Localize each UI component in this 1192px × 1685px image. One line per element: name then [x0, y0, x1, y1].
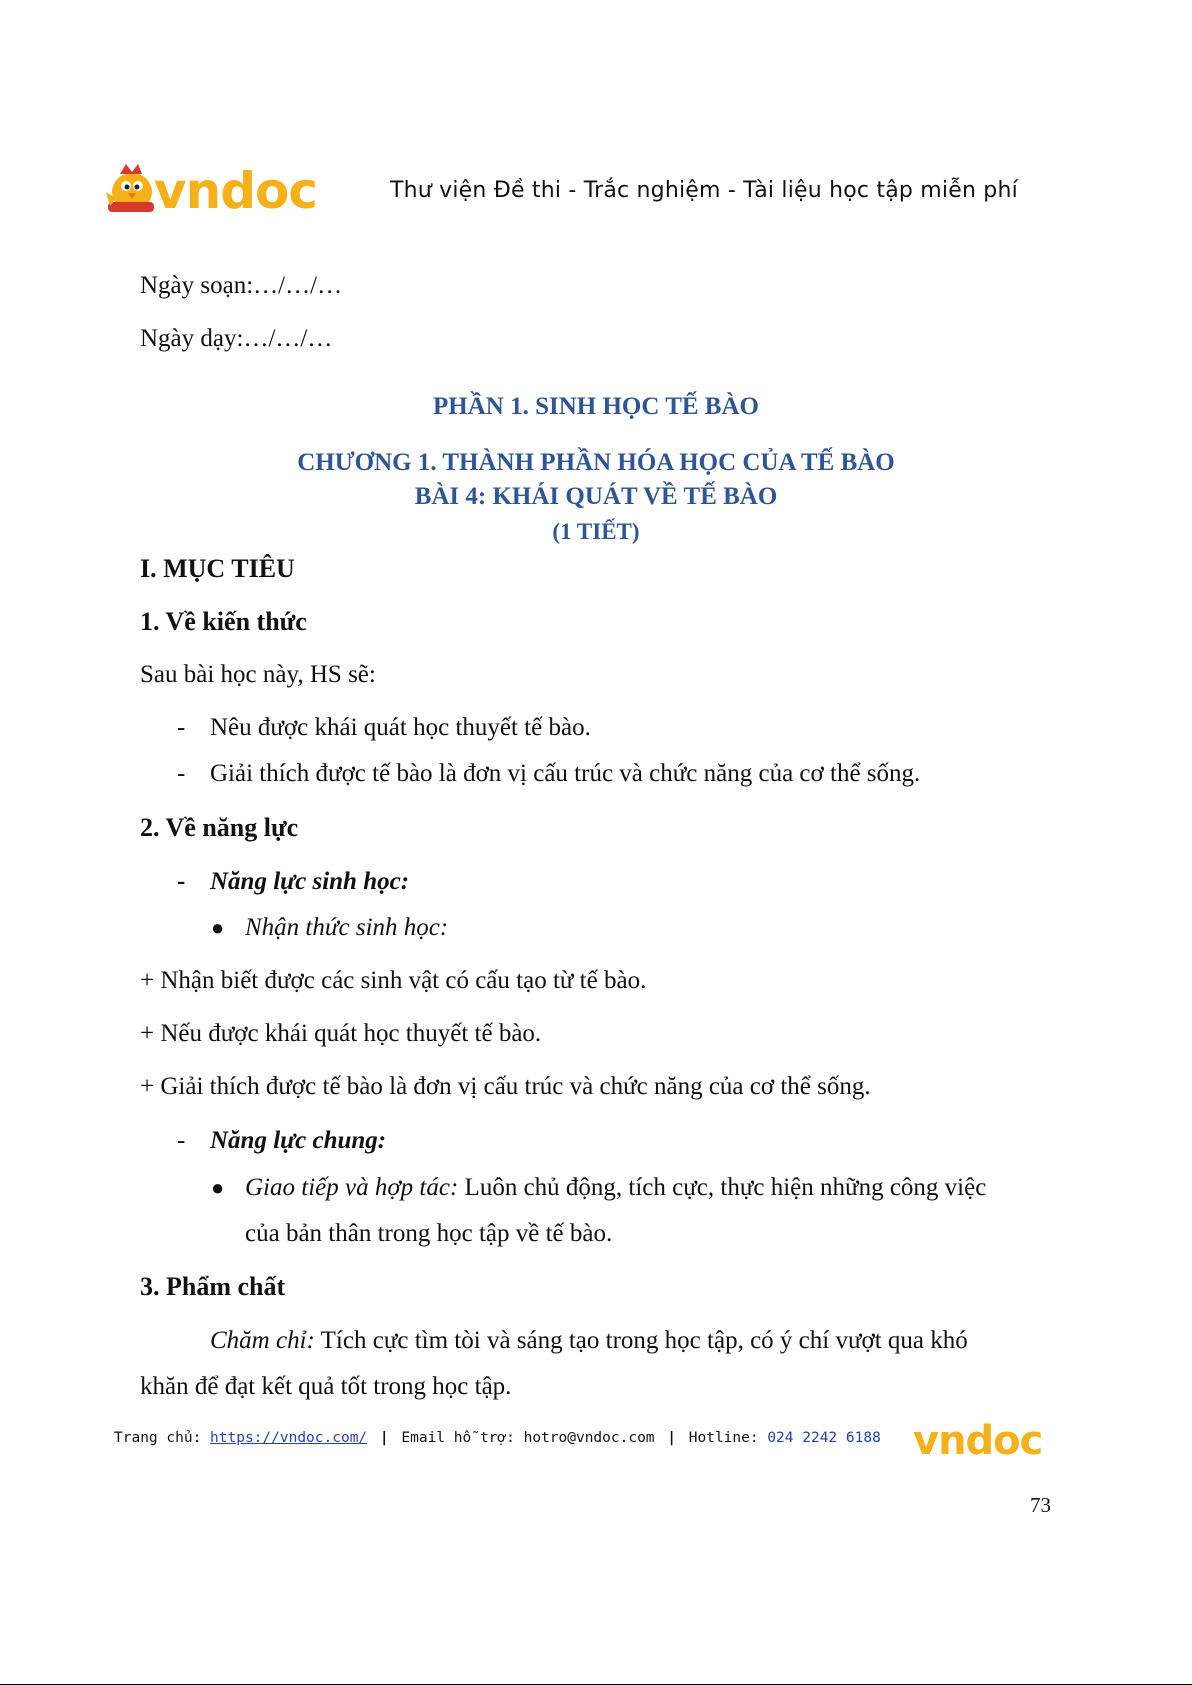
home-label: Trang chủ: — [114, 1430, 211, 1446]
teach-date: Ngày dạy:…/…/… — [140, 325, 333, 352]
bio-item: + Nếu được khái quát học thuyết tế bào. — [140, 1020, 542, 1047]
bullet-icon: ● — [211, 1175, 225, 1200]
knowledge-intro: Sau bài học này, HS sẽ: — [140, 661, 376, 688]
footer-vndoc-logo[interactable] — [913, 1418, 1053, 1462]
knowledge-item: Giải thích được tế bào là đơn vị cấu trúc và chức năng của cơ thể sống. — [210, 760, 921, 787]
bullet-icon: ● — [211, 915, 225, 940]
dash-marker: - — [177, 868, 186, 895]
footer-separator: | — [667, 1430, 677, 1446]
dash-marker: - — [177, 1127, 186, 1154]
prep-date: Ngày soạn:…/…/… — [140, 272, 343, 299]
part-title: PHẦN 1. SINH HỌC TẾ BÀO — [433, 393, 759, 420]
svg-text:vndoc: vndoc — [154, 162, 317, 220]
communication-continuation: của bản thân trong học tập về tế bào. — [245, 1220, 613, 1247]
knowledge-heading: 1. Về kiến thức — [140, 607, 307, 636]
bio-item: + Nhận biết được các sinh vật có cấu tạo từ tế bào. — [140, 967, 647, 994]
dash-marker: - — [177, 760, 186, 787]
dash-marker: - — [177, 714, 186, 741]
home-link[interactable]: https://vndoc.com/ — [210, 1430, 368, 1446]
general-competence-label: Năng lực chung: — [210, 1127, 387, 1154]
hotline-number[interactable]: 024 2242 6188 — [767, 1430, 881, 1446]
bio-item: + Giải thích được tế bào là đơn vị cấu trúc và chức năng của cơ thể sống. — [140, 1073, 871, 1100]
knowledge-item: Nêu được khái quát học thuyết tế bào. — [210, 714, 591, 741]
vndoc-logo[interactable] — [102, 162, 324, 222]
chapter-title: CHƯƠNG 1. THÀNH PHẦN HÓA HỌC CỦA TẾ BÀO — [297, 449, 895, 476]
hotline-label: Hotline: — [688, 1430, 768, 1446]
communication-text: Luôn chủ động, tích cực, thực hiện những công việc — [458, 1174, 987, 1201]
lesson-duration: (1 TIẾT) — [552, 519, 640, 544]
support-email: Email hỗ trợ: hotro@vndoc.com — [401, 1430, 655, 1446]
bio-awareness-label: Nhận thức sinh học: — [245, 914, 449, 941]
diligence-continuation: khăn để đạt kết quả tốt trong học tập. — [140, 1373, 512, 1400]
communication-label: Giao tiếp và hợp tác: — [245, 1174, 459, 1201]
svg-text:vndoc: vndoc — [913, 1418, 1043, 1462]
communication-item — [245, 1173, 986, 1203]
diligence-text: Tích cực tìm tòi và sáng tạo trong học tập, có ý chí vượt qua khó — [314, 1327, 968, 1354]
footer-separator: | — [379, 1430, 389, 1446]
bio-competence-label: Năng lực sinh học: — [210, 868, 410, 895]
objectives-heading: I. MỤC TIÊU — [140, 554, 295, 583]
competence-heading: 2. Về năng lực — [140, 813, 299, 842]
page-number: 73 — [1030, 1493, 1051, 1517]
diligence-item — [210, 1326, 968, 1356]
diligence-label: Chăm chỉ: — [210, 1327, 315, 1354]
page-footer — [114, 1430, 881, 1446]
chick-mascot-icon — [106, 164, 154, 212]
lesson-title: BÀI 4: KHÁI QUÁT VỀ TẾ BÀO — [414, 483, 778, 510]
header-slogan: Thư viện Đề thi - Trắc nghiệm - Tài liệu học tập miễn phí — [390, 178, 1018, 203]
qualities-heading: 3. Phẩm chất — [140, 1272, 286, 1301]
